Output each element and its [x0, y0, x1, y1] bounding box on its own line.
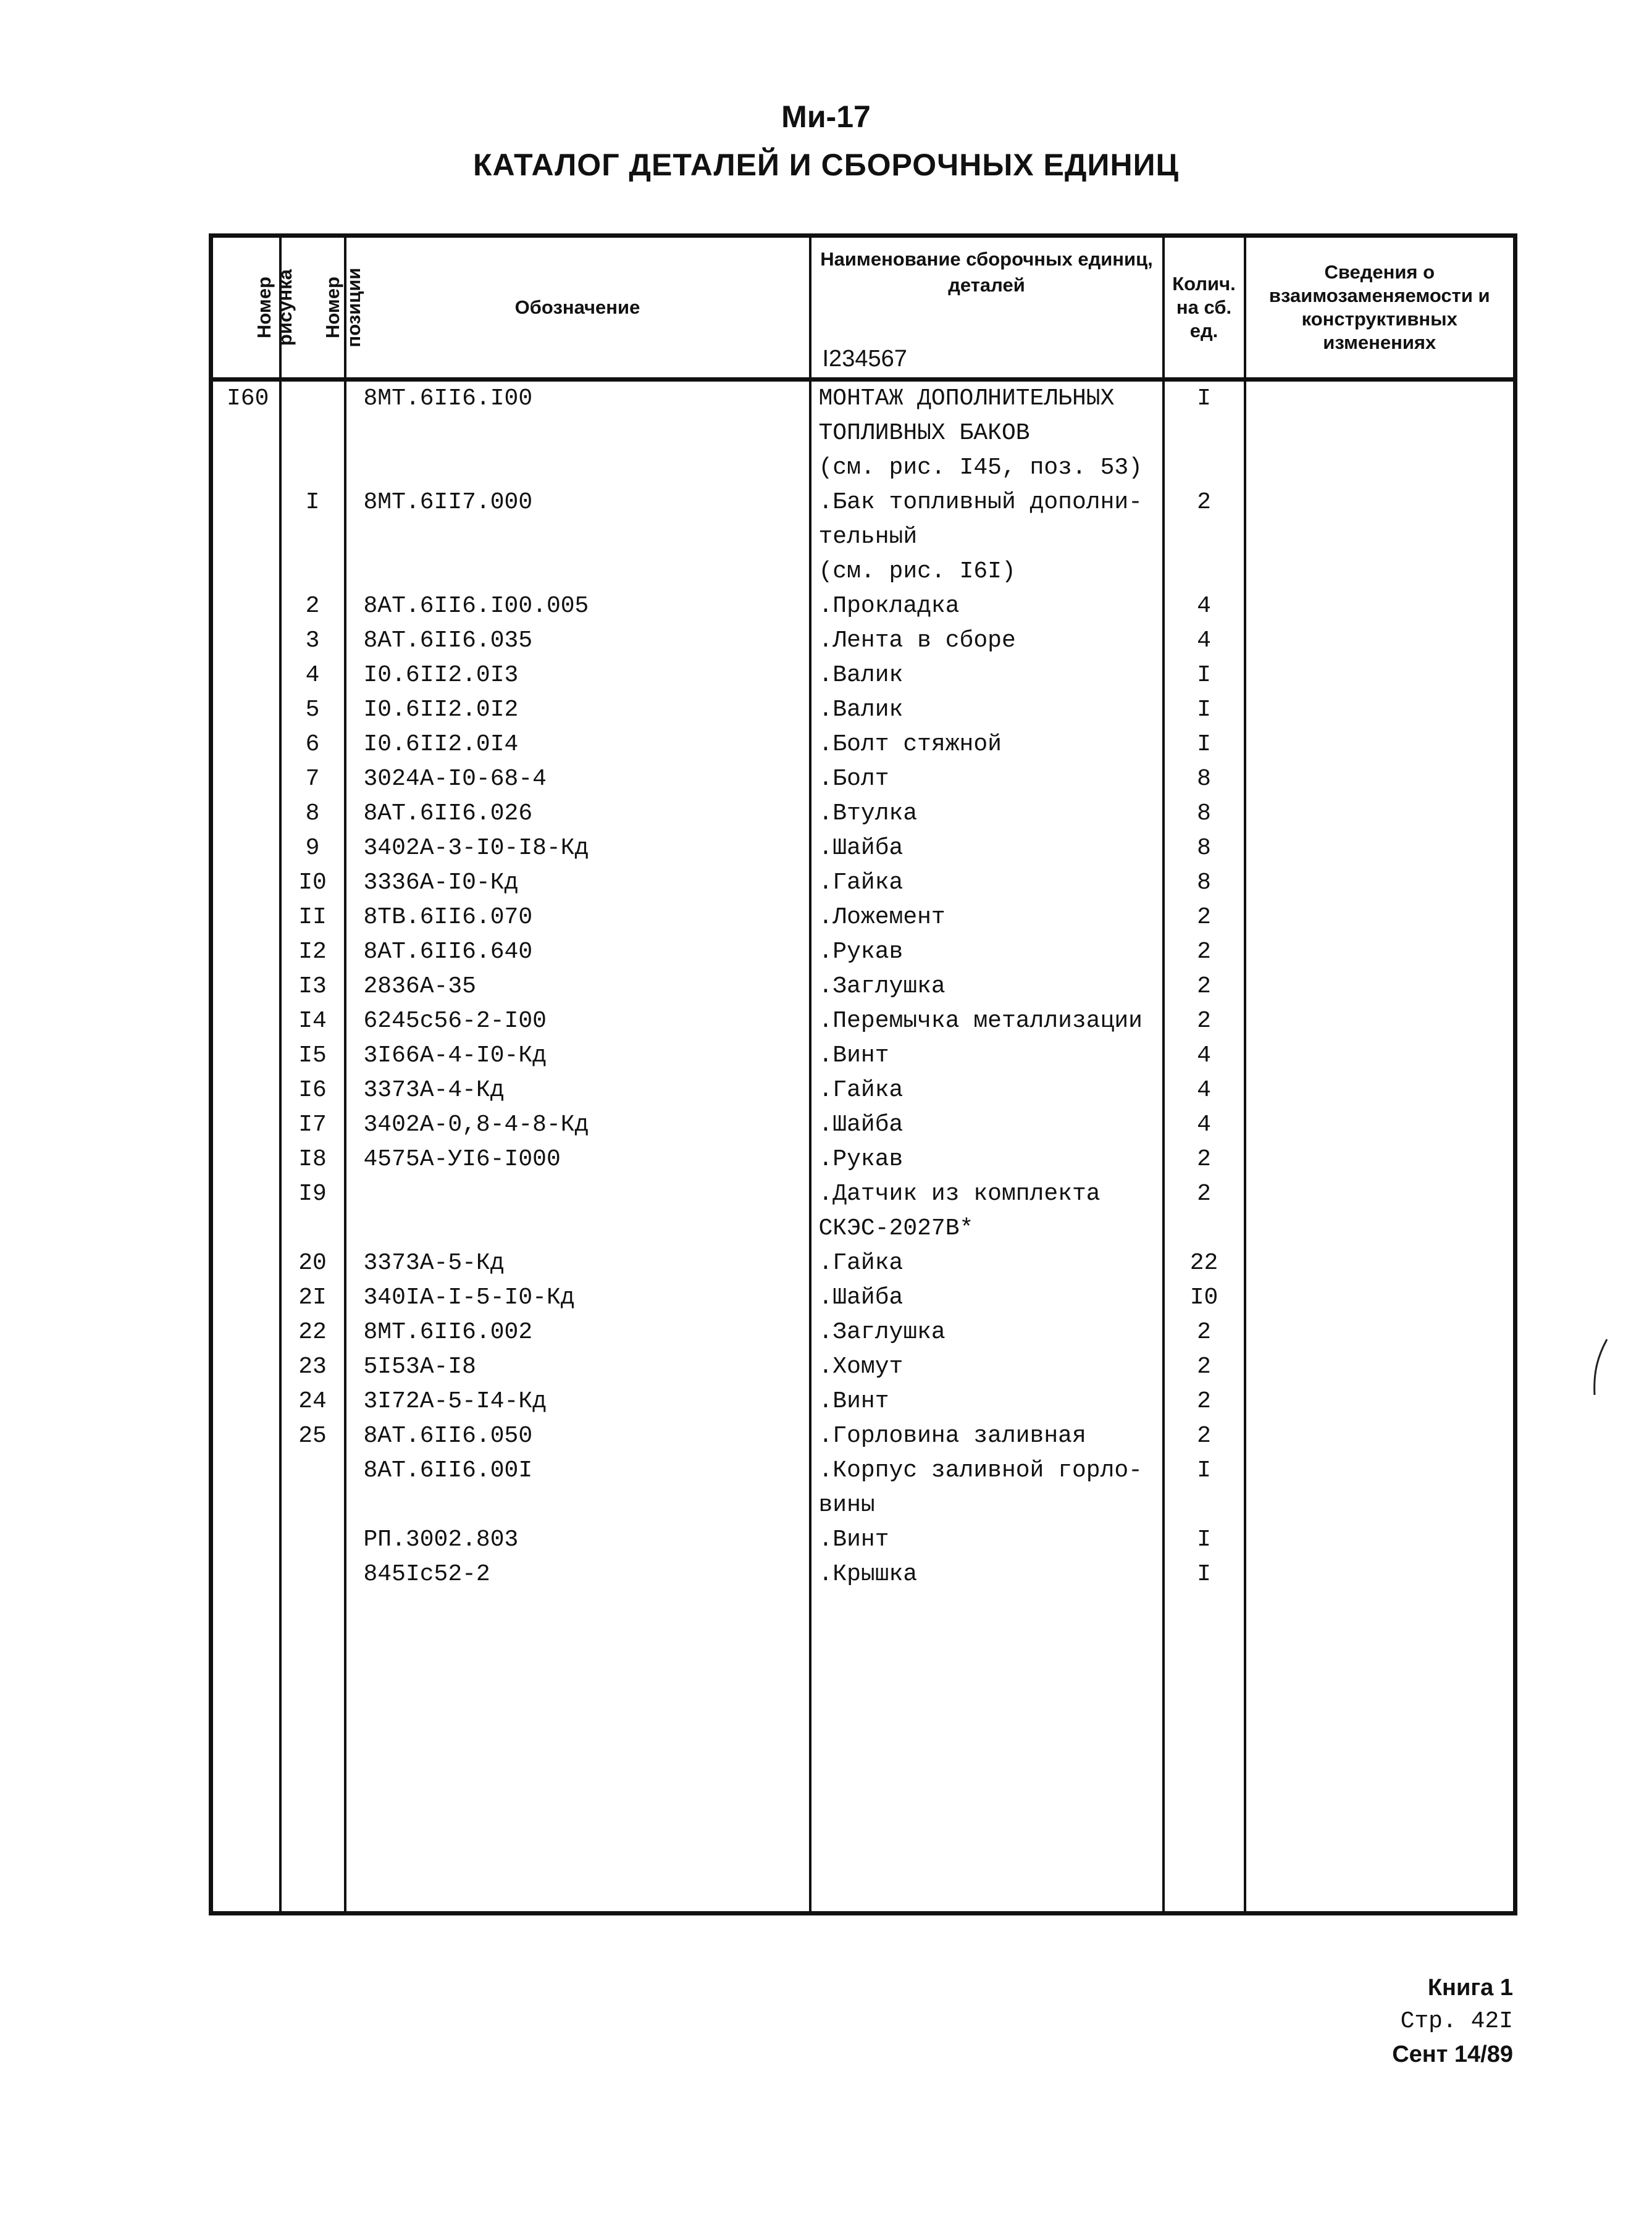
quantity-cell: 4 — [1164, 1073, 1245, 1108]
part-name-cell: .Шайба — [810, 1281, 1164, 1315]
interchangeability-cell — [1245, 935, 1516, 969]
part-name-cell: МОНТАЖ ДОПОЛНИТЕЛЬНЫХ ТОПЛИВНЫХ БАКОВ (см. рис. I45, поз. 53) — [810, 380, 1164, 486]
quantity-cell: 2 — [1164, 1177, 1245, 1246]
interchangeability-cell — [1245, 658, 1516, 693]
table-row — [211, 969, 1516, 1004]
quantity-cell: I — [1164, 727, 1245, 762]
part-name-cell: .Ложемент — [810, 900, 1164, 935]
part-name-cell: .Шайба — [810, 831, 1164, 866]
quantity-cell: 2 — [1164, 485, 1245, 589]
position-number-cell: I0 — [280, 866, 345, 900]
part-name-cell: .Лента в сборе — [810, 624, 1164, 658]
part-name-cell: .Рукав — [810, 1142, 1164, 1177]
interchangeability-cell — [1245, 1419, 1516, 1523]
interchangeability-cell — [1245, 1142, 1516, 1177]
quantity-cell: 8 — [1164, 797, 1245, 831]
designation-cell: I0.6II2.0I3 — [345, 658, 810, 693]
table-row — [211, 1315, 1516, 1350]
designation-cell: 8АТ.6II6.640 — [345, 935, 810, 969]
figure-number-cell — [211, 1004, 280, 1039]
interchangeability-cell — [1245, 797, 1516, 831]
position-number-cell: II — [280, 900, 345, 935]
interchangeability-cell — [1245, 831, 1516, 866]
position-number-cell: I6 — [280, 1073, 345, 1108]
designation-cell: 8АТ.6II6.026 — [345, 797, 810, 831]
quantity-cell: 2 — [1164, 935, 1245, 969]
designation-cell: 8МТ.6II6.002 — [345, 1315, 810, 1350]
column-header-name-label: Наименование сборочных единиц, деталей — [820, 248, 1153, 296]
quantity-cell: 2 — [1164, 1350, 1245, 1384]
position-number-cell: I3 — [280, 969, 345, 1004]
interchangeability-cell — [1245, 380, 1516, 486]
designation-cell: 8МТ.6II7.000 — [345, 485, 810, 589]
part-name-cell: .Валик — [810, 693, 1164, 727]
figure-number-cell — [211, 727, 280, 762]
column-header-position: Номер позиции — [280, 236, 345, 380]
position-number-cell: 22 — [280, 1315, 345, 1350]
position-number-cell: I9 — [280, 1177, 345, 1246]
interchangeability-cell — [1245, 1315, 1516, 1350]
figure-number-cell — [211, 693, 280, 727]
table-row — [211, 485, 1516, 589]
part-name-cell: .Винт — [810, 1384, 1164, 1419]
table-row — [211, 693, 1516, 727]
table-row — [211, 1108, 1516, 1142]
designation-cell: I0.6II2.0I2 — [345, 693, 810, 727]
empty-cell — [810, 1592, 1164, 1914]
designation-cell: 2836А-35 — [345, 969, 810, 1004]
empty-cell — [211, 1592, 280, 1914]
position-number-cell: 23 — [280, 1350, 345, 1384]
empty-cell — [1245, 1592, 1516, 1914]
figure-number-cell — [211, 589, 280, 624]
column-header-name — [810, 236, 1164, 380]
designation-cell: 5I53А-I8 — [345, 1350, 810, 1384]
table-row — [211, 1523, 1516, 1592]
position-number-cell: 4 — [280, 658, 345, 693]
part-name-cell: .Гайка — [810, 866, 1164, 900]
interchangeability-cell — [1245, 624, 1516, 658]
quantity-cell: I I — [1164, 1523, 1245, 1592]
table-row — [211, 1004, 1516, 1039]
designation-cell: 3373А-4-Кд — [345, 1073, 810, 1108]
table-row — [211, 831, 1516, 866]
interchangeability-cell — [1245, 1108, 1516, 1142]
interchangeability-cell — [1245, 866, 1516, 900]
quantity-cell: 4 — [1164, 1039, 1245, 1073]
designation-cell: 6245с56-2-I00 — [345, 1004, 810, 1039]
part-name-cell: .Втулка — [810, 797, 1164, 831]
part-name-cell: .Гайка — [810, 1073, 1164, 1108]
designation-cell: 3I66А-4-I0-Кд — [345, 1039, 810, 1073]
interchangeability-cell — [1245, 727, 1516, 762]
interchangeability-cell — [1245, 485, 1516, 589]
empty-cell — [280, 1592, 345, 1914]
interchangeability-cell — [1245, 1177, 1516, 1246]
quantity-cell: 8 — [1164, 831, 1245, 866]
table-row — [211, 797, 1516, 831]
figure-number-cell — [211, 900, 280, 935]
table-row — [211, 589, 1516, 624]
figure-number-cell: I60 — [211, 380, 280, 486]
figure-number-cell — [211, 866, 280, 900]
interchangeability-cell — [1245, 1004, 1516, 1039]
designation-cell: I0.6II2.0I4 — [345, 727, 810, 762]
position-number-cell: 24 — [280, 1384, 345, 1419]
table-body — [211, 380, 1516, 1914]
table-row — [211, 1350, 1516, 1384]
designation-cell: 3373А-5-Кд — [345, 1246, 810, 1281]
table-row — [211, 1073, 1516, 1108]
figure-number-cell — [211, 1281, 280, 1315]
footer-book: Книга 1 — [1427, 1975, 1513, 2001]
part-name-cell: .Болт стяжной — [810, 727, 1164, 762]
part-name-cell: .Валик — [810, 658, 1164, 693]
table-row — [211, 1246, 1516, 1281]
quantity-cell: I — [1164, 380, 1245, 486]
quantity-cell: 2 — [1164, 969, 1245, 1004]
figure-number-cell — [211, 1073, 280, 1108]
table-row — [211, 1419, 1516, 1523]
designation-cell: 3402А-3-I0-I8-Кд — [345, 831, 810, 866]
table-row — [211, 658, 1516, 693]
position-number-cell: 9 — [280, 831, 345, 866]
part-name-cell: .Шайба — [810, 1108, 1164, 1142]
position-number-cell: 8 — [280, 797, 345, 831]
figure-number-cell — [211, 1039, 280, 1073]
position-number-cell: I7 — [280, 1108, 345, 1142]
position-number-cell: 6 — [280, 727, 345, 762]
column-header-info: Сведения о взаимозаменяемости и конструктивных изменениях — [1245, 236, 1516, 380]
designation-cell — [345, 1177, 810, 1246]
designation-cell: 8МТ.6II6.I00 — [345, 380, 810, 486]
figure-number-cell — [211, 1177, 280, 1246]
position-number-cell: 3 — [280, 624, 345, 658]
figure-number-cell — [211, 1246, 280, 1281]
table-row — [211, 727, 1516, 762]
part-name-cell: .Перемычка металлизации — [810, 1004, 1164, 1039]
designation-cell: 8АТ.6II6.050 8АТ.6II6.00I — [345, 1419, 810, 1523]
position-number-cell — [280, 1523, 345, 1592]
interchangeability-cell — [1245, 589, 1516, 624]
margin-pen-mark — [1587, 1337, 1612, 1399]
position-number-cell: 5 — [280, 693, 345, 727]
position-number-cell: 7 — [280, 762, 345, 797]
designation-cell: РП.3002.803 845Iс52-2 — [345, 1523, 810, 1592]
position-number-cell: 25 — [280, 1419, 345, 1523]
table-row — [211, 1039, 1516, 1073]
quantity-cell: 2 — [1164, 1004, 1245, 1039]
footer-date: Сент 14/89 — [1392, 2041, 1513, 2067]
figure-number-cell — [211, 797, 280, 831]
quantity-cell: I — [1164, 693, 1245, 727]
designation-cell: 4575А-УI6-I000 — [345, 1142, 810, 1177]
quantity-cell: I — [1164, 658, 1245, 693]
position-number-cell: I8 — [280, 1142, 345, 1177]
figure-number-cell — [211, 1108, 280, 1142]
aircraft-model-title: Ми-17 — [781, 99, 871, 134]
part-name-cell: .Хомут — [810, 1350, 1164, 1384]
quantity-cell: I0 — [1164, 1281, 1245, 1315]
figure-number-cell — [211, 762, 280, 797]
interchangeability-cell — [1245, 762, 1516, 797]
figure-number-cell — [211, 1315, 280, 1350]
position-number-cell: I2 — [280, 935, 345, 969]
interchangeability-cell — [1245, 1523, 1516, 1592]
quantity-cell: 4 — [1164, 1108, 1245, 1142]
part-name-cell: .Горловина заливная .Корпус заливной горло- вины — [810, 1419, 1164, 1523]
table-row — [211, 1177, 1516, 1246]
position-number-cell — [280, 380, 345, 486]
quantity-cell: 8 — [1164, 762, 1245, 797]
figure-number-cell — [211, 831, 280, 866]
table-row — [211, 1142, 1516, 1177]
quantity-cell: 2 — [1164, 1315, 1245, 1350]
designation-cell: 3402А-0,8-4-8-Кд — [345, 1108, 810, 1142]
interchangeability-cell — [1245, 1039, 1516, 1073]
parts-catalog-table — [209, 233, 1517, 1915]
designation-cell: 8АТ.6II6.I00.005 — [345, 589, 810, 624]
figure-number-cell — [211, 624, 280, 658]
interchangeability-cell — [1245, 693, 1516, 727]
figure-number-cell — [211, 1419, 280, 1523]
designation-cell: 8ТВ.6II6.070 — [345, 900, 810, 935]
quantity-cell: 8 — [1164, 866, 1245, 900]
part-name-cell: .Винт — [810, 1039, 1164, 1073]
position-number-cell: I — [280, 485, 345, 589]
figure-number-cell — [211, 935, 280, 969]
quantity-cell: 2 I — [1164, 1419, 1245, 1523]
empty-cell — [345, 1592, 810, 1914]
designation-cell: 8АТ.6II6.035 — [345, 624, 810, 658]
position-number-cell: 20 — [280, 1246, 345, 1281]
quantity-cell: 2 — [1164, 1142, 1245, 1177]
designation-cell: 3024А-I0-68-4 — [345, 762, 810, 797]
part-name-cell: .Бак топливный дополни- тельный (см. рис. I6I) — [810, 485, 1164, 589]
figure-number-cell — [211, 1523, 280, 1592]
part-name-cell: .Заглушка — [810, 969, 1164, 1004]
interchangeability-cell — [1245, 1350, 1516, 1384]
figure-number-cell — [211, 1350, 280, 1384]
figure-number-cell — [211, 1142, 280, 1177]
column-header-name-code: I234567 — [822, 346, 907, 372]
interchangeability-cell — [1245, 900, 1516, 935]
part-name-cell: .Болт — [810, 762, 1164, 797]
part-name-cell: .Прокладка — [810, 589, 1164, 624]
table-row — [211, 935, 1516, 969]
part-name-cell: .Гайка — [810, 1246, 1164, 1281]
interchangeability-cell — [1245, 1384, 1516, 1419]
designation-cell: 340IА-I-5-I0-Кд — [345, 1281, 810, 1315]
position-number-cell: 2I — [280, 1281, 345, 1315]
quantity-cell: 22 — [1164, 1246, 1245, 1281]
designation-cell: 3336А-I0-Кд — [345, 866, 810, 900]
part-name-cell: .Датчик из комплекта СКЭС-2027В* — [810, 1177, 1164, 1246]
footer-page: Стр. 42I — [1400, 2008, 1513, 2035]
column-header-qty: Колич. на сб. ед. — [1164, 236, 1245, 380]
part-name-cell: .Заглушка — [810, 1315, 1164, 1350]
part-name-cell: .Рукав — [810, 935, 1164, 969]
quantity-cell: 4 — [1164, 624, 1245, 658]
table-row — [211, 866, 1516, 900]
part-name-cell: .Винт .Крышка — [810, 1523, 1164, 1592]
catalog-title: КАТАЛОГ ДЕТАЛЕЙ И СБОРОЧНЫХ ЕДИНИЦ — [472, 148, 1180, 182]
figure-number-cell — [211, 658, 280, 693]
quantity-cell: 4 — [1164, 589, 1245, 624]
interchangeability-cell — [1245, 969, 1516, 1004]
table-row — [211, 1384, 1516, 1419]
column-header-figure: Номер рисунка — [211, 236, 280, 380]
column-header-designation: Обозначение — [345, 236, 810, 380]
interchangeability-cell — [1245, 1281, 1516, 1315]
table-row — [211, 624, 1516, 658]
interchangeability-cell — [1245, 1073, 1516, 1108]
figure-number-cell — [211, 485, 280, 589]
quantity-cell: 2 — [1164, 900, 1245, 935]
table-row — [211, 762, 1516, 797]
position-number-cell: 2 — [280, 589, 345, 624]
figure-number-cell — [211, 969, 280, 1004]
figure-number-cell — [211, 1384, 280, 1419]
table-row — [211, 380, 1516, 486]
quantity-cell: 2 — [1164, 1384, 1245, 1419]
empty-cell — [1164, 1592, 1245, 1914]
designation-cell: 3I72А-5-I4-Кд — [345, 1384, 810, 1419]
position-number-cell: I4 — [280, 1004, 345, 1039]
position-number-cell: I5 — [280, 1039, 345, 1073]
interchangeability-cell — [1245, 1246, 1516, 1281]
table-row — [211, 1281, 1516, 1315]
table-header-row — [211, 236, 1516, 380]
table-row — [211, 900, 1516, 935]
table-filler-row — [211, 1592, 1516, 1914]
